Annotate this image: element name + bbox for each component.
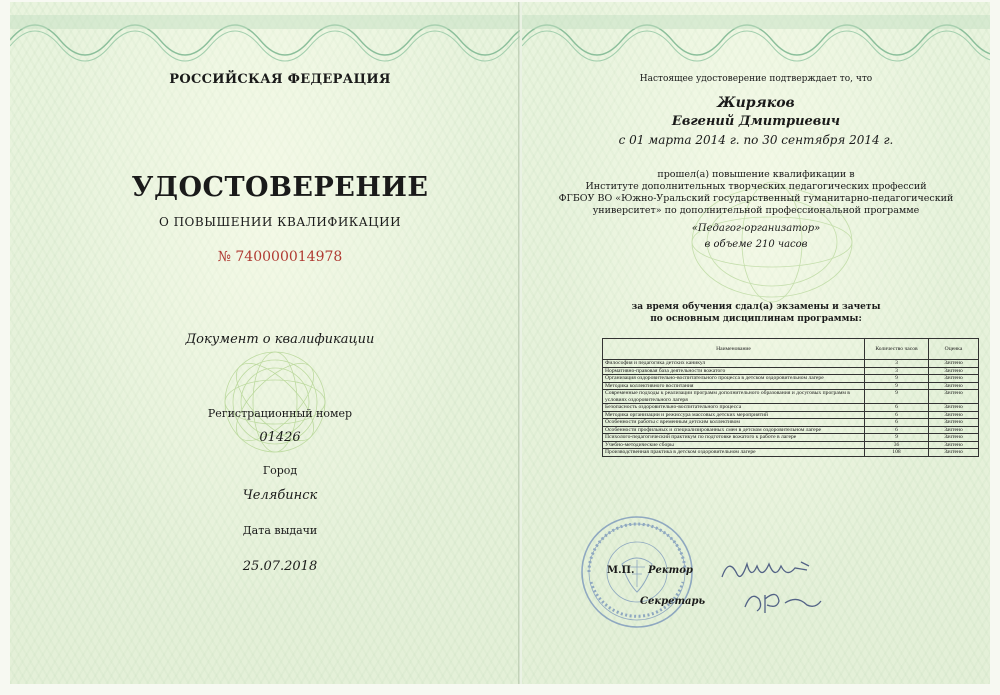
reg-number-value: 01426 [259,430,301,445]
cell-grade: Зачтено [929,434,979,442]
certificate-title: УДОСТОВЕРЕНИЕ [131,172,429,203]
table-row [603,404,979,412]
cell-grade: Зачтено [929,390,979,404]
table-row [603,375,979,383]
grades-table [602,338,979,457]
header-name: Наименование [603,339,865,360]
cell-hours: 108 [865,449,929,457]
intro-text: Настоящее удостоверение подтверждает то, что [639,74,873,84]
cell-name: Особенности работы с временным детским коллективом [603,419,865,427]
wave-border-ornament [522,2,990,72]
header-hours: Количество часов [865,339,929,360]
certificate-subtitle: О ПОВЫШЕНИИ КВАЛИФИКАЦИИ [158,215,402,229]
reg-number-label: Регистрационный номер [207,407,353,420]
cell-hours: 3 [865,360,929,368]
table-row [603,367,979,375]
completed-line: университет» по дополнительной профессиональной программе [592,205,920,216]
table-header-row [603,339,979,360]
rector-label: Ректор [648,565,693,576]
cell-name: Современные подходы к реализации программ дополнительного образования и досуговых программ в условиях оздоровительного лагеря [603,390,865,404]
completed-line: ФГБОУ ВО «Южно-Уральский государственный гуманитарно-педагогический [558,193,954,204]
cell-hours: 9 [865,382,929,390]
table-row [603,441,979,449]
cell-grade: Зачтено [929,426,979,434]
cell-name: Особенности профильных и специализированных смен в детском оздоровительном лагере [603,426,865,434]
cell-hours: 9 [865,434,929,442]
completed-line: прошел(а) повышение квалификации в [657,169,855,180]
cell-grade: Зачтено [929,375,979,383]
certificate-spread [10,2,990,684]
cell-grade: Зачтено [929,411,979,419]
document-kind: Документ о квалификации [185,332,375,347]
cell-grade: Зачтено [929,382,979,390]
table-row [603,434,979,442]
cell-grade: Зачтено [929,367,979,375]
cell-name: Производственная практика в детском оздоровительном лагере [603,449,865,457]
table-row [603,449,979,457]
certificate-number: № 740000014978 [217,249,343,265]
cell-name: Нормативно-правовая база деятельности вожатого [603,367,865,375]
cell-name: Организация оздоровительно-воспитательного процесса в детском оздоровительном лагере [603,375,865,383]
training-dates: с 01 марта 2014 г. по 30 сентября 2014 г. [618,133,894,147]
city-value: Челябинск [242,488,318,503]
cell-name: Учебно-методические сборы [603,441,865,449]
cell-name: Методика коллективного воспитания [603,382,865,390]
table-row [603,360,979,368]
secretary-signature [737,585,827,617]
cell-grade: Зачтено [929,419,979,427]
cell-hours: 9 [865,390,929,404]
exam-line: по основным дисциплинам программы: [650,314,862,324]
grades-table-body [603,360,979,457]
cell-hours: 6 [865,426,929,434]
cell-grade: Зачтено [929,441,979,449]
cell-hours: 9 [865,375,929,383]
program-name: «Педагог-организатор» [691,223,821,234]
secretary-label: Секретарь [640,596,706,607]
cell-hours: 3 [865,367,929,375]
rector-signature [717,552,827,587]
cell-hours: 6 [865,411,929,419]
cell-name: Философия и педагогика детских каникул [603,360,865,368]
cell-hours: 36 [865,441,929,449]
table-row [603,382,979,390]
cell-name: Психолого-педагогический практикум по подготовке вожатого к работе в лагере [603,434,865,442]
cell-hours: 6 [865,419,929,427]
wave-border-ornament [10,2,520,72]
program-hours: в объеме 210 часов [704,239,808,250]
table-row [603,390,979,404]
table-row [603,426,979,434]
cell-name: Безопасность оздоровительно-воспитательного процесса [603,404,865,412]
issue-date-label: Дата выдачи [242,524,318,537]
cell-grade: Зачтено [929,404,979,412]
issue-date-value: 25.07.2018 [242,559,318,574]
cell-hours: 6 [865,404,929,412]
city-label: Город [262,464,298,477]
country-title: РОССИЙСКАЯ ФЕДЕРАЦИЯ [169,72,391,87]
holder-given-names: Евгений Дмитриевич [671,114,841,129]
header-grade: Оценка [929,339,979,360]
table-row [603,419,979,427]
certificate-right-page [522,2,990,684]
table-row [603,411,979,419]
seal-place-label: М.П. [607,565,635,576]
cell-grade: Зачтено [929,360,979,368]
certificate-left-page [10,2,520,684]
holder-surname: Жиряков [717,95,795,111]
completed-line: Институте дополнительных творческих педагогических профессий [585,181,927,192]
cell-grade: Зачтено [929,449,979,457]
cell-name: Методика организации и режиссура массовых детских мероприятий [603,411,865,419]
exam-line: за время обучения сдал(а) экзамены и зачеты [631,302,881,312]
